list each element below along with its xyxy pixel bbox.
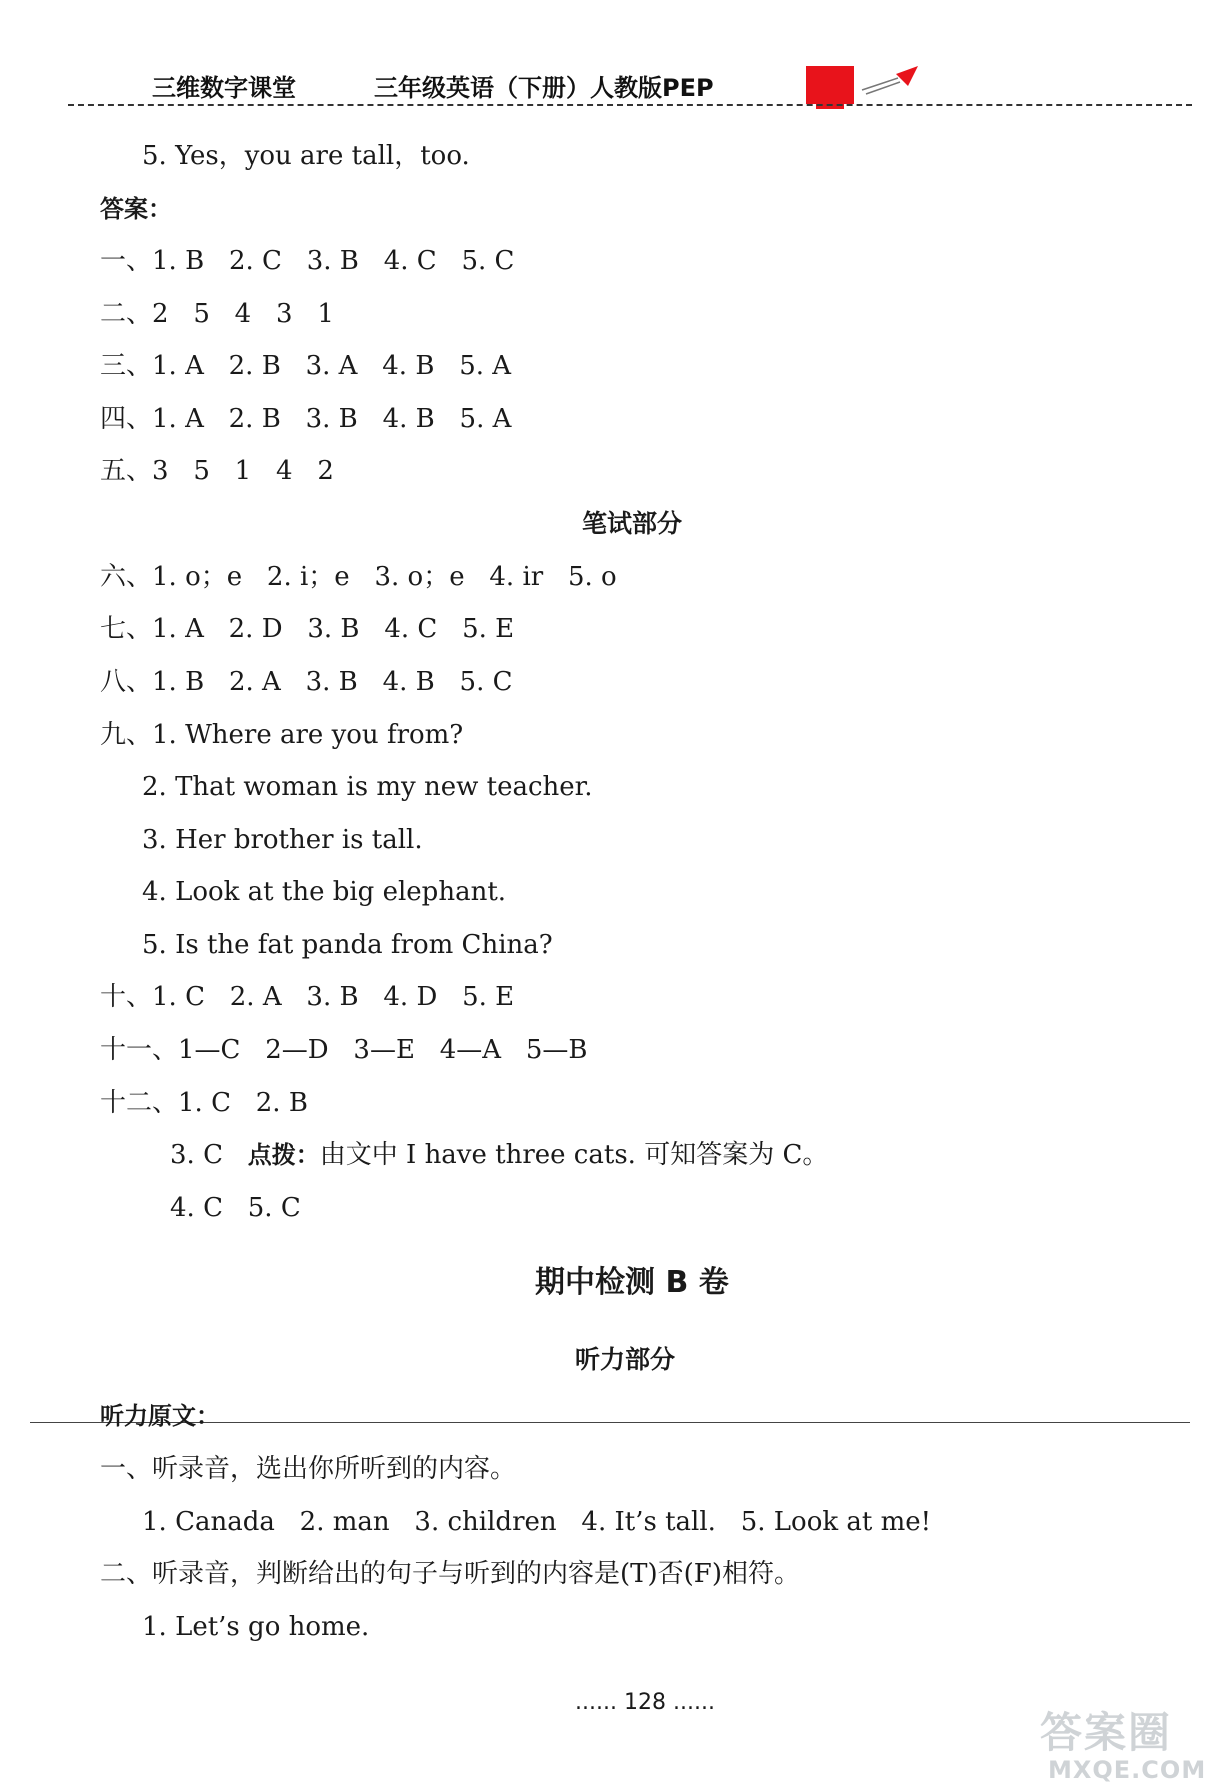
test-b-title: 期中检测 B 卷 [535, 1265, 729, 1300]
answer-part-9-q4: 4. Look at the big elephant. [142, 877, 507, 907]
answer-part-4: 四、1. A 2. B 3. B 4. B 5. A [100, 404, 512, 434]
answer-part-11: 十一、1—C 2—D 3—E 4—A 5—B [100, 1035, 588, 1065]
answer-part-8: 八、1. B 2. A 3. B 4. B 5. C [100, 667, 513, 697]
answer-part-1: 一、1. B 2. C 3. B 4. C 5. C [100, 246, 515, 276]
watermark-logo [1040, 1700, 1207, 1784]
answer-part-12-q3 [170, 1137, 828, 1173]
answer-part-2: 二、2 5 4 3 1 [100, 299, 334, 329]
answer-part-10: 十、1. C 2. A 3. B 4. D 5. E [100, 982, 515, 1012]
header-series-title: 三维数字课堂 [152, 74, 296, 102]
listening-part-2-instruction: 二、听录音，判断给出的句子与听到的内容是(T)否(F)相符。 [100, 1559, 800, 1589]
listening-part-2-item-1: 1. Let’s go home. [142, 1612, 370, 1642]
answer-part-12-q4-q5: 4. C 5. C [170, 1193, 301, 1223]
watermark-url: MXQE.COM [1048, 1756, 1207, 1784]
written-section-title: 笔试部分 [582, 509, 683, 538]
answer-part-6: 六、1. o；e 2. i；e 3. o；e 4. ir 5. o [100, 562, 617, 592]
answer-part-7: 七、1. A 2. D 3. B 4. C 5. E [100, 614, 515, 644]
answer-part-12: 十二、1. C 2. B [100, 1088, 308, 1118]
header-red-block [806, 66, 854, 104]
header-book-title: 三年级英语（下册）人教版PEP [374, 74, 714, 102]
watermark-text: 答案圈 [1040, 1708, 1173, 1757]
listening-script-label: 听力原文： [100, 1402, 220, 1430]
listening-part-1-instruction: 一、听录音，选出你所听到的内容。 [100, 1454, 517, 1484]
answer-part-9-q2: 2. That woman is my new teacher. [142, 772, 593, 802]
page-number: ...... 128 ...... [575, 1690, 715, 1715]
rocket-icon [858, 64, 920, 98]
answer-part-5: 五、3 5 1 4 2 [100, 456, 334, 486]
answer-part-9-q5: 5. Is the fat panda from China? [142, 930, 553, 960]
listening-part-1-items: 1. Canada 2. man 3. children 4. It’s tall. 5. Look at me! [142, 1507, 932, 1537]
header-dashed-line [68, 104, 1192, 106]
answer-part-9-q1: 九、1. Where are you from? [100, 720, 464, 750]
hint-text: 由文中 I have three cats. 可知答案为 C。 [319, 1140, 829, 1170]
answer-12-3-value: 3. C [170, 1140, 223, 1170]
listening-section-title: 听力部分 [575, 1345, 676, 1374]
answer-part-9-q3: 3. Her brother is tall. [142, 825, 423, 855]
answers-label: 答案： [100, 195, 172, 223]
answer-part-3: 三、1. A 2. B 3. A 4. B 5. A [100, 351, 512, 381]
hint-label: 点拨： [247, 1141, 320, 1169]
line-yes-tall: 5. Yes，you are tall，too. [142, 141, 470, 171]
